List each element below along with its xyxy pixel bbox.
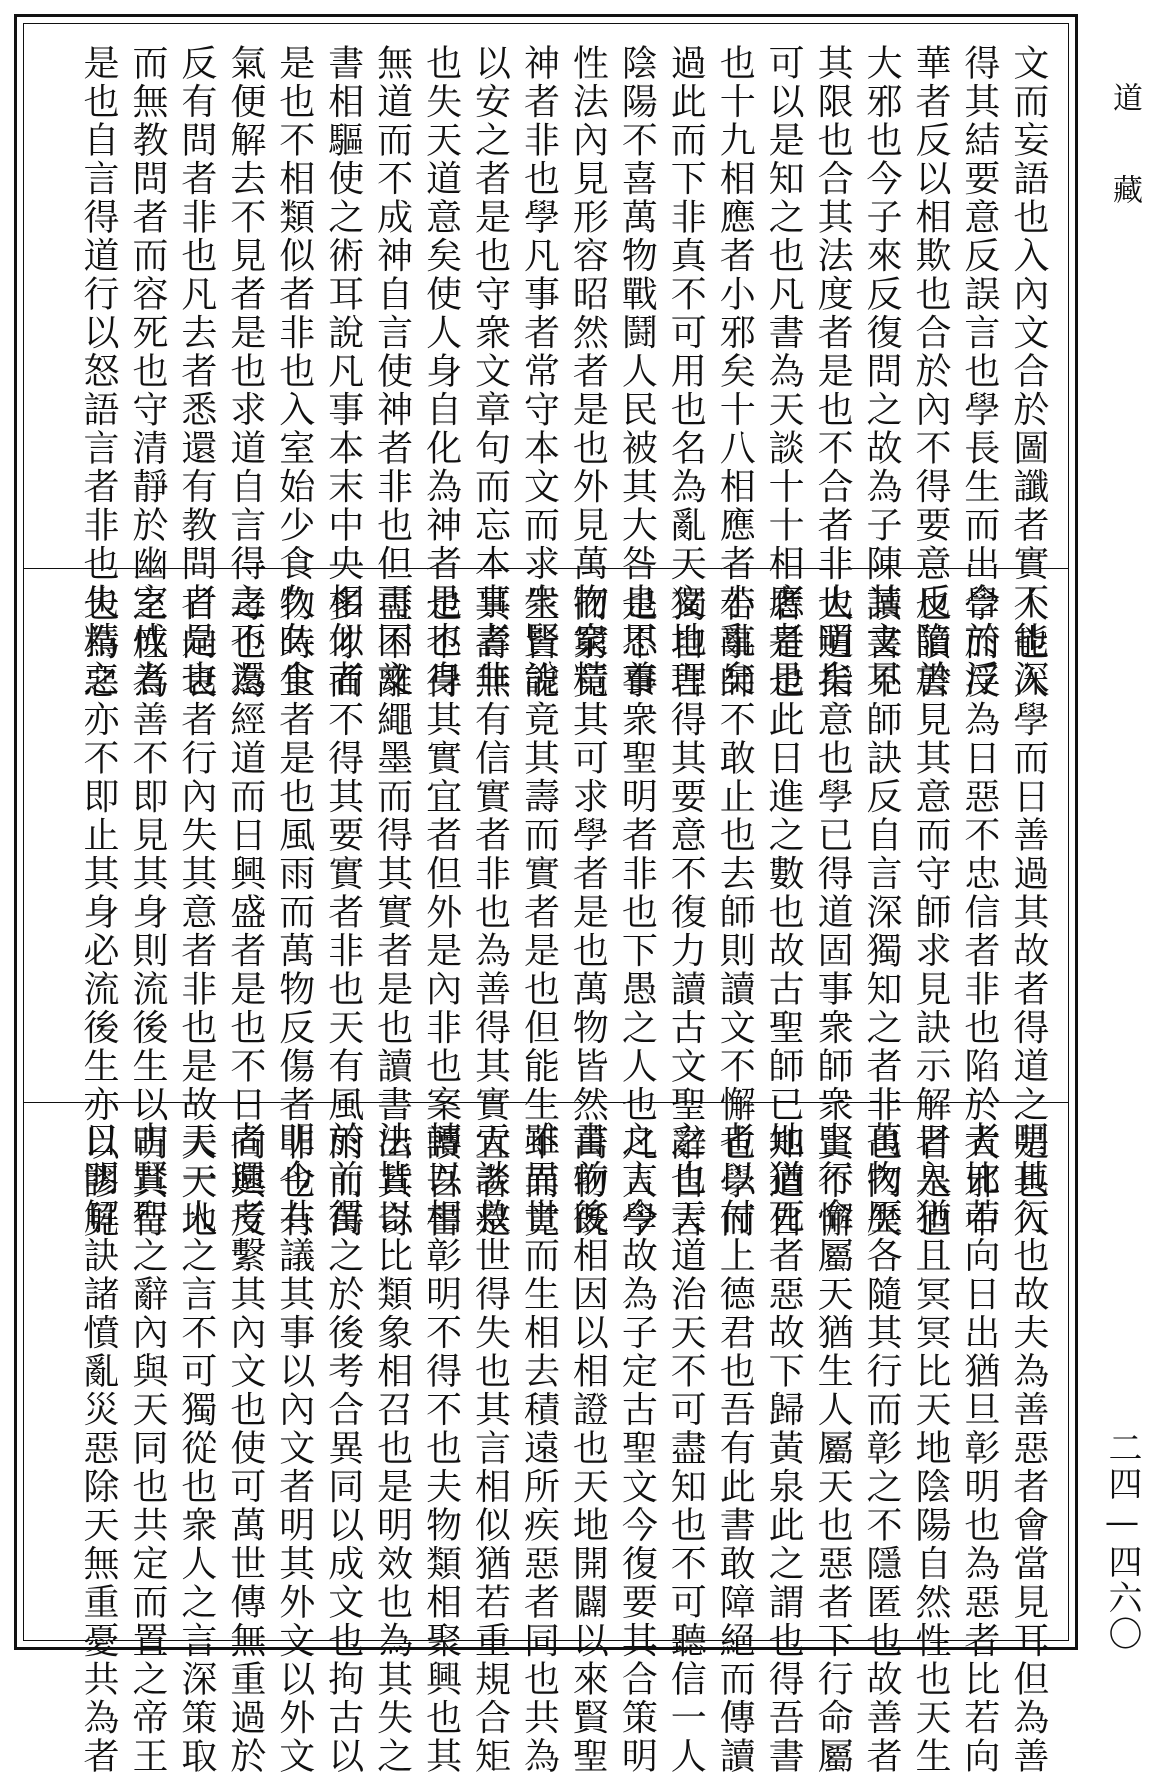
text-column: 書相驅使之術耳說凡事本末中央相似者: [322, 44, 364, 699]
text-column: 學而反為日惡不忠信者非也陷於大邪中: [958, 585, 1000, 1240]
text-column: 之性為善不即見其身則流後生以明其行: [126, 585, 168, 1240]
column-group: [78, 1121, 1049, 1776]
text-column: 盡不離繩墨而得其實者是也讀書出其奇: [371, 585, 413, 1240]
text-column: 地猶死者惡故下歸黃泉此之謂也得吾書: [763, 1121, 805, 1776]
text-column: 物時生者是也風雨而萬物反傷者非也有: [273, 585, 315, 1240]
text-column: 性法內見形容昭然者是也外見萬物衆精: [567, 44, 609, 699]
text-column: 以安之者是也守衆文章句而忘本事者非: [469, 44, 511, 699]
text-column: 文而妄語也入內文合於圖讖者實不能深: [1007, 44, 1049, 699]
text-column: 生皆能竟其壽而實者是也但能生不而竟: [518, 585, 560, 1240]
text-register-bottom: [24, 1102, 1068, 1776]
text-column: 讀書不師訣反自言深獨知之者非也內失: [861, 585, 902, 1240]
text-column: 而無教問者而容死也守清靜於幽室成者: [126, 44, 168, 699]
text-column: 明今共議其事以內文者明其外文以外文: [273, 1121, 315, 1776]
text-column: 日向衰者行內失其意者非也是故夫天地: [175, 585, 217, 1240]
text-column: 反有問者非也凡去者悉還有教問者是也: [175, 44, 217, 699]
text-column: 多才而不得其要實者非也天有風雨而萬: [322, 585, 364, 1240]
text-column: 雖異世而生相去積遠所疾惡者同也共為: [518, 1121, 560, 1776]
text-column: 者還考繫其內文也使可萬世傳無重過於: [224, 1121, 266, 1776]
column-group: [78, 585, 1049, 1240]
text-column: 法皆以比類象相召也是明效也為其失之: [371, 1121, 413, 1776]
text-column: 日入猶且冥冥比天地陰陽自然性也天生: [909, 1121, 951, 1776]
text-column: 也失天道意矣使人身自化為神者是也身: [420, 44, 462, 699]
text-column: 之言今故為子定古聖文今復要其合策明: [616, 1121, 658, 1776]
text-column: 也讀書見其意而守師求見訣示解者是也: [909, 585, 951, 1240]
text-column: 華者反以相欺也合於內不得要意反陷於: [909, 44, 951, 699]
text-column: 天一人之言不可獨從也衆人之言深策取: [175, 1121, 217, 1776]
page-frame: [14, 14, 1078, 1776]
text-column: 也十九相應者小邪矣十八相應者小亂矣: [714, 44, 756, 699]
text-column: 明其行也故夫為善惡者會當見耳但為善: [1007, 1121, 1049, 1776]
text-column: 毒也為經道而日興盛者是也不日向興反: [224, 585, 266, 1240]
text-column: 書前後相因以相證也天地開闢以來賢聖: [567, 1121, 609, 1776]
text-column: 無道而不成神自言使神者非也但可因文: [371, 44, 413, 699]
text-column: 人也入學而日善過其故者得道之是也入: [1007, 585, 1049, 1240]
text-column: 陰陽不喜萬物戰鬪人民被其大咎也思養: [616, 44, 658, 699]
text-register-middle: [24, 568, 1068, 1240]
text-column: 神者非也學凡事者常守本文而求衆賢說: [518, 44, 560, 699]
text-column: 得其結要意反誤言也學長生而出合於浮: [958, 44, 1000, 699]
text-column: 獨自言得其要意不復力讀古文聖辭自言: [665, 585, 707, 1240]
text-column: 大邪也今子來反復問之故為子陳其文見: [861, 44, 902, 699]
text-column: 者是也此日進之數也故古聖師已知道自: [763, 585, 805, 1240]
text-column: 大道指意也學已得道固事衆師衆賢不懈: [812, 585, 854, 1240]
text-column: 若事師不敢止也去師則讀文不懈也學而: [714, 585, 756, 1240]
text-column: 可以是知之也凡書為天談十十相應者是: [763, 44, 805, 699]
text-column: 轉以相彰明不得不也夫物類相聚興也其: [420, 1121, 462, 1776]
text-column: 者以付上德君也吾有此書敢障絕而傳讀: [714, 1121, 756, 1776]
text-column: 過此而下非真不可用也名為亂天文地理: [665, 44, 707, 699]
text-column: 是也不相類似者非也入室始少食久久食: [273, 44, 315, 699]
text-column: 者比若向日出猶旦彰明也為惡者比若向: [958, 1121, 1000, 1776]
text-column: 是不事衆聖明者非也下愚之人也凡人學: [616, 585, 658, 1240]
page-frame-inner: [23, 23, 1069, 1776]
text-register-top: [24, 24, 1068, 699]
text-column: 天談救世得失也其言相似猶若重規合矩: [469, 1121, 511, 1776]
text-column: 是也自言得道行以怒語言者非也失精之: [78, 44, 119, 699]
text-column: 日明解訣諸憤亂災惡除天無重憂共為者: [78, 1121, 119, 1776]
text-column: 於前得之於後考合異同以成文也拘古以: [322, 1121, 364, 1776]
text-column: 古賢聖之辭內與天同也共定而置之帝王: [126, 1121, 168, 1776]
text-column: 而窮竟其可求學者是也萬物皆然萬物既: [567, 585, 609, 1240]
text-column: 也不得其實宜者但外是內非也案讀吾書: [420, 585, 462, 1240]
text-column: 氣便解去不見者是也求道自言得之不還: [224, 44, 266, 699]
book-title: 道藏: [1107, 82, 1142, 266]
column-group: [78, 44, 1049, 699]
text-column: 萬物歷各隨其行而彰之不隱匿也故善者: [861, 1121, 902, 1776]
text-column: 其壽無有信實者非也為善得其實宜者是: [469, 585, 511, 1240]
text-column: 也為惡亦不即止其身必流後生亦以謬見: [78, 585, 119, 1240]
text-column: 其限也合其法度者是也不合者非也明矣: [812, 44, 854, 699]
text-column: 上行命屬天猶生人屬天也惡者下行命屬: [812, 1121, 854, 1776]
page-number: 二四—四六〇: [1102, 1430, 1142, 1652]
text-column: 之也天道治天不可盡知也不可聽信一人: [665, 1121, 707, 1776]
